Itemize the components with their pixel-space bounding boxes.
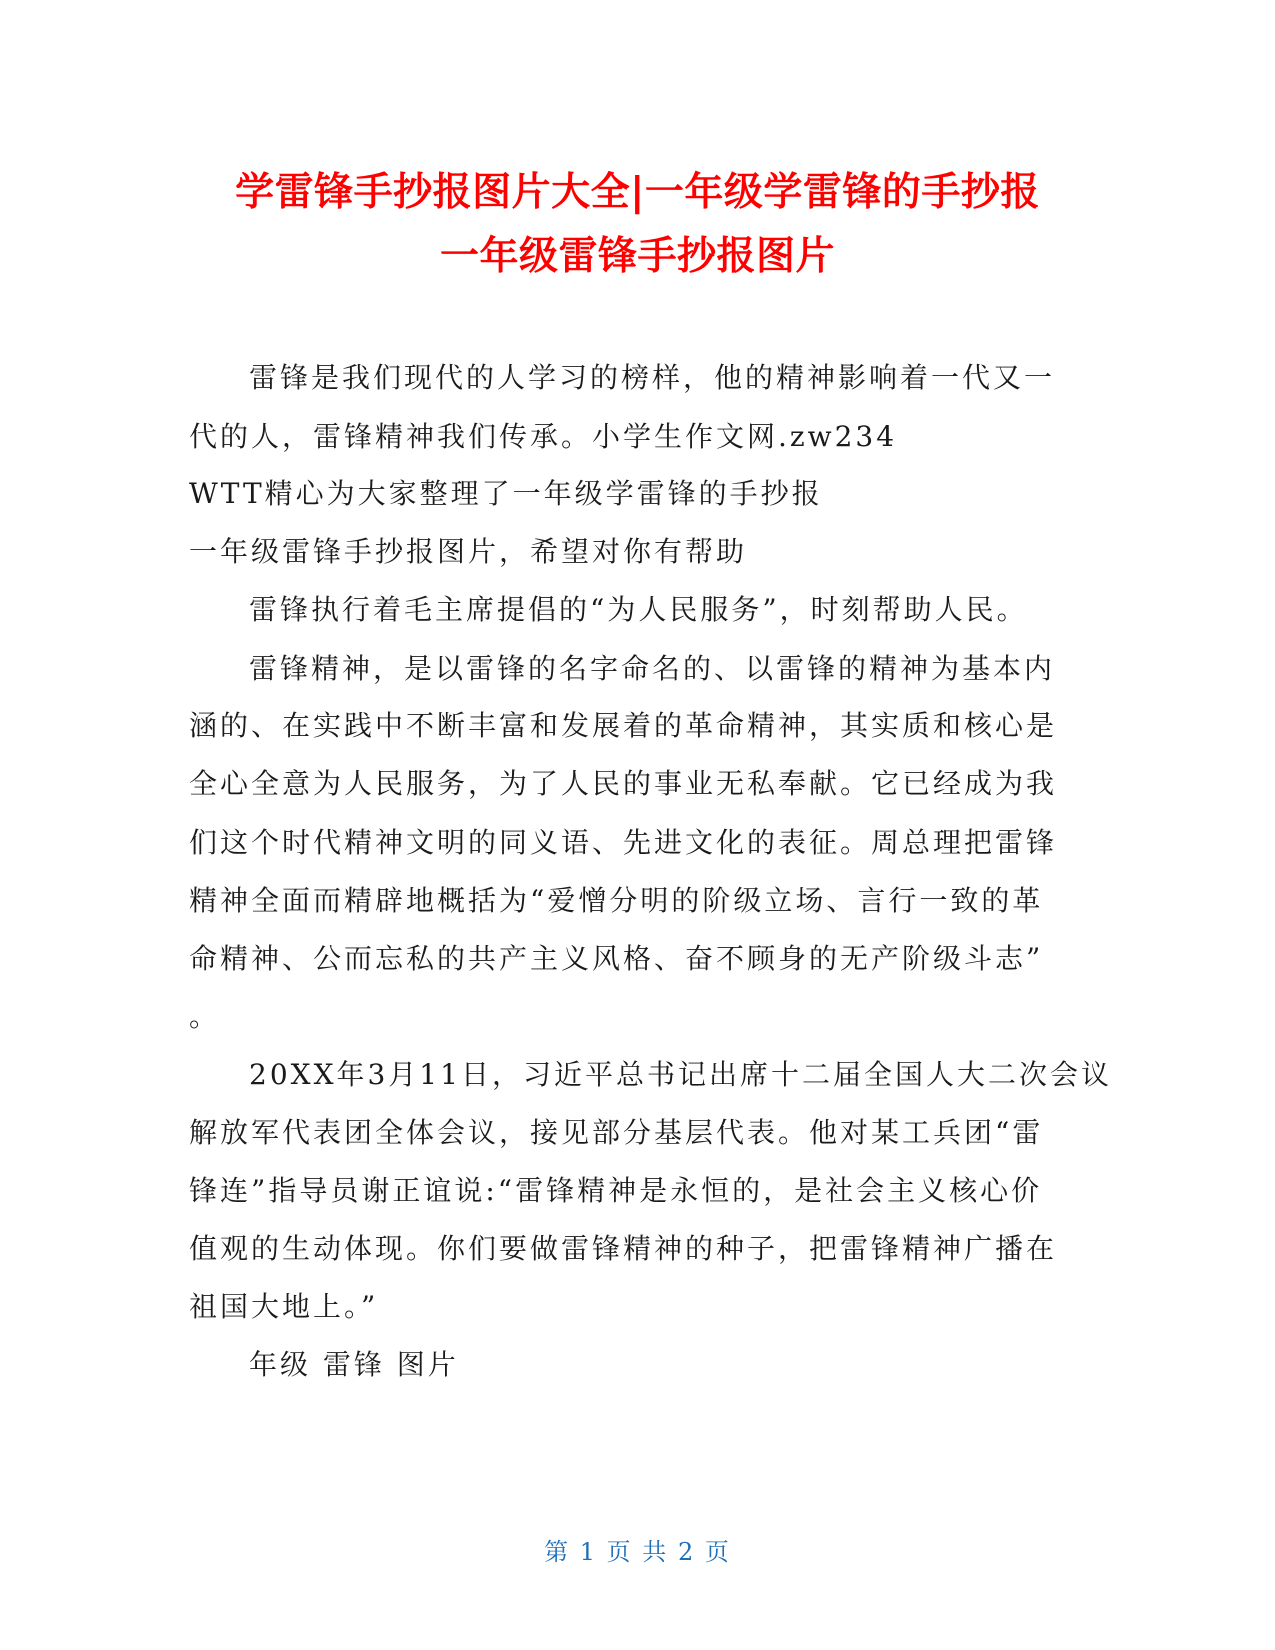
body-line: 雷锋精神，是以雷锋的名字命名的、以雷锋的精神为基本内 bbox=[249, 652, 1056, 685]
body-line: 值观的生动体现。你们要做雷锋精神的种子，把雷锋精神广播在 bbox=[189, 1232, 1058, 1265]
body-line: 代的人，雷锋精神我们传承。小学生作文网.zw234 bbox=[189, 420, 898, 453]
body-line: 20XX年3月11日，习近平总书记出席十二届全国人大二次会议 bbox=[249, 1058, 1112, 1091]
body-line: 。 bbox=[189, 1000, 221, 1033]
body-line: 解放军代表团全体会议，接见部分基层代表。他对某工兵团“雷 bbox=[189, 1116, 1044, 1149]
document-title-line-2: 一年级雷锋手抄报图片 bbox=[439, 234, 835, 279]
page-number-footer: 第 1 页 共 2 页 bbox=[544, 1538, 731, 1566]
body-line: 年级 雷锋 图片 bbox=[249, 1348, 459, 1381]
body-line: 锋连”指导员谢正谊说:“雷锋精神是永恒的，是社会主义核心价 bbox=[189, 1174, 1043, 1207]
body-line: 雷锋是我们现代的人学习的榜样，他的精神影响着一代又一 bbox=[249, 361, 1056, 394]
body-line: 涵的、在实践中不断丰富和发展着的革命精神，其实质和核心是 bbox=[189, 709, 1058, 742]
body-line: 们这个时代精神文明的同义语、先进文化的表征。周总理把雷锋 bbox=[189, 826, 1058, 859]
body-line: 精神全面而精辟地概括为“爱憎分明的阶级立场、言行一致的革 bbox=[189, 884, 1044, 917]
body-line: 全心全意为人民服务，为了人民的事业无私奉献。它已经成为我 bbox=[189, 767, 1058, 800]
document-title-line-1: 学雷锋手抄报图片大全|一年级学雷锋的手抄报 bbox=[235, 170, 1040, 215]
body-line: 命精神、公而忘私的共产主义风格、奋不顾身的无产阶级斗志” bbox=[189, 942, 1044, 975]
body-line: WTT精心为大家整理了一年级学雷锋的手抄报 bbox=[189, 477, 823, 510]
body-line: 祖国大地上。” bbox=[189, 1290, 379, 1323]
body-line: 雷锋执行着毛主席提倡的“为人民服务”，时刻帮助人民。 bbox=[249, 593, 1028, 626]
body-line: 一年级雷锋手抄报图片，希望对你有帮助 bbox=[189, 535, 748, 568]
